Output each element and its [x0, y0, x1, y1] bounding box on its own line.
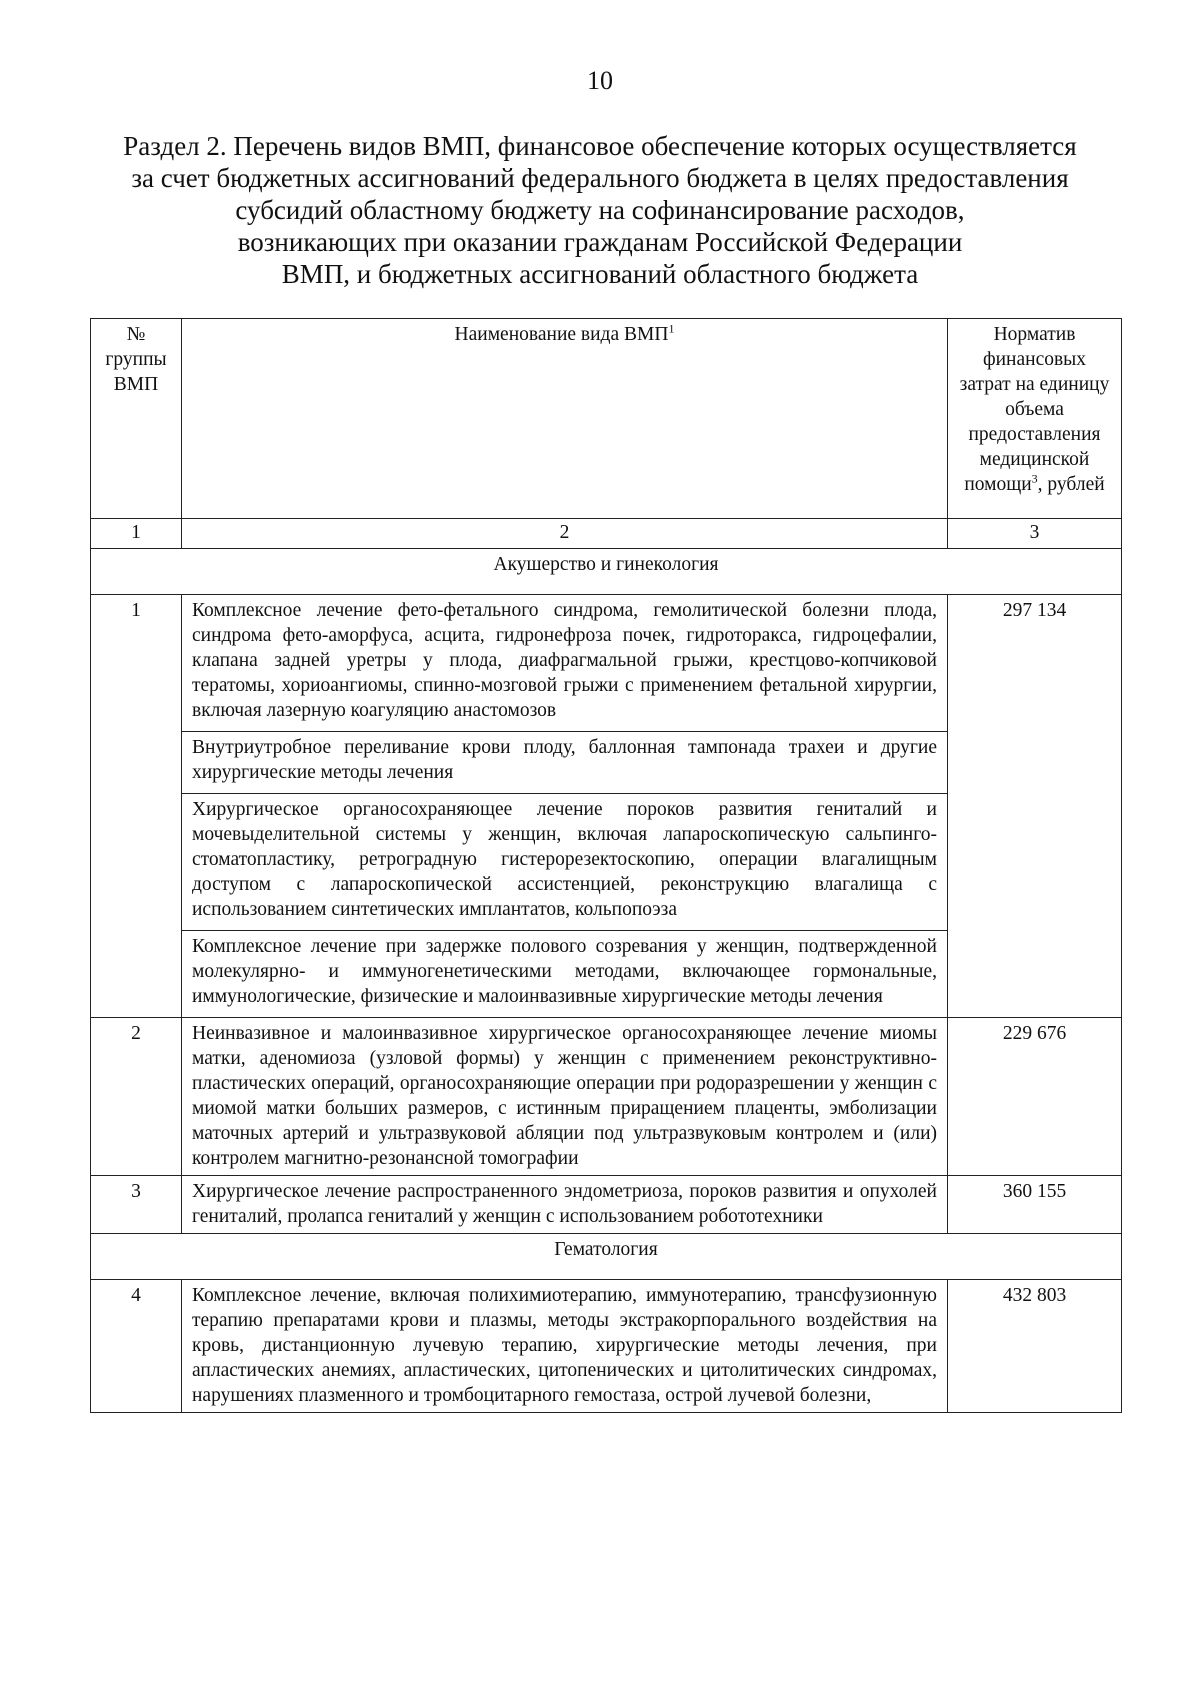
category-hematology: Гематология: [91, 1234, 1122, 1280]
footnote-mark: 3: [1031, 471, 1038, 486]
category-row: [91, 1234, 1122, 1280]
vmp-table: [90, 318, 1122, 1413]
header-group-number: № группы ВМП: [91, 319, 182, 519]
vmp-description: Хирургическое лечение распространенного эндометриоза, пороков развития и опухолей гениталий, пролапса гениталий у женщин с использованием робототехники: [182, 1176, 948, 1234]
group-number: 2: [91, 1018, 182, 1176]
vmp-description: Комплексное лечение, включая полихимиотерапию, иммунотерапию, трансфузионную терапию препаратами крови и плазмы, методы экстракорпорального воздействия на кровь, дистанционную лучевую терапию, хирургические методы лечения, при апластических анемиях, апластических, цитопенических и цитолитических синдромах, нарушениях плазменного и тромбоцитарного гемостаза, острой лучевой болезни,: [182, 1280, 948, 1413]
group-number: 4: [91, 1280, 182, 1413]
table-header-row: [91, 319, 1122, 519]
footnote-mark: 1: [668, 321, 675, 336]
category-row: [91, 549, 1122, 595]
table-row: [91, 1018, 1122, 1176]
table-row: [91, 1280, 1122, 1413]
table-row: [91, 595, 1122, 1018]
section-title-line: ВМП, и бюджетных ассигнований областного бюджета: [281, 259, 919, 289]
column-number-row: [91, 519, 1122, 549]
table-row: [91, 1176, 1122, 1234]
section-title-line: субсидий областному бюджету на софинансирование расходов,: [235, 195, 965, 225]
header-cost-norm: [948, 319, 1122, 519]
vmp-subitem: Комплексное лечение при задержке полового созревания у женщин, подтвержденной молекулярно- и иммуногенетическими методами, включающее гормональные, иммунологические, физические и малоинвазивные хирургические методы лечения: [182, 930, 947, 1017]
vmp-description: [182, 595, 948, 1018]
column-number: 3: [948, 519, 1122, 549]
cost-norm: 297 134: [948, 595, 1122, 1018]
vmp-subitem: Внутриутробное переливание крови плоду, баллонная тампонада трахеи и другие хирургические методы лечения: [182, 731, 947, 793]
column-number: 2: [182, 519, 948, 549]
section-title-line: возникающих при оказании гражданам Российской Федерации: [237, 227, 963, 257]
cost-norm: 229 676: [948, 1018, 1122, 1176]
group-number: 1: [91, 595, 182, 1018]
header-cost-norm-unit: , рублей: [1037, 474, 1105, 495]
cost-norm: 432 803: [948, 1280, 1122, 1413]
page-number: 10: [587, 66, 613, 95]
group-number: 3: [91, 1176, 182, 1234]
section-title-line: Раздел 2. Перечень видов ВМП, финансовое обеспечение которых осуществляется: [123, 131, 1077, 161]
category-obstetrics-gynecology: Акушерство и гинекология: [91, 549, 1122, 595]
header-vmp-name-text: Наименование вида ВМП: [454, 324, 669, 345]
column-number: 1: [91, 519, 182, 549]
vmp-subitem: Хирургическое органосохраняющее лечение пороков развития гениталий и мочевыделительной системы у женщин, включая лапароскопическую сальпинго-стоматопластику, ретроградную гистерорезектоскопию, операции влагалищным доступом с лапароскопической ассистенцией, реконструкцию влагалища с использованием синтетических имплантатов, кольпопоэза: [182, 793, 947, 930]
vmp-description: Неинвазивное и малоинвазивное хирургическое органосохраняющее лечение миомы матки, аденомиоза (узловой формы) у женщин с применением реконструктивно-пластических операций, органосохраняющие операции при родоразрешении у женщин с миомой матки больших размеров, с истинным приращением плаценты, эмболизации маточных артерий и ультразвуковой абляции под ультразвуковым контролем и (или) контролем магнитно-резонансной томографии: [182, 1018, 948, 1176]
vmp-subitem: Комплексное лечение фето-фетального синдрома, гемолитической болезни плода, синдрома фето-аморфуса, асцита, гидронефроза почек, гидроторакса, гидроцефалии, клапана задней уретры у плода, диафрагмальной грыжи, крестцово-копчиковой тератомы, хориоангиомы, спинно-мозговой грыжи с применением фетальной хирургии, включая лазерную коагуляцию анастомозов: [192, 600, 937, 721]
section-title: [90, 130, 1110, 290]
cost-norm: 360 155: [948, 1176, 1122, 1234]
header-cost-norm-text: Норматив финансовых затрат на единицу объема предоставления медицинской помощи: [959, 324, 1110, 495]
section-title-line: за счет бюджетных ассигнований федерального бюджета в целях предоставления: [131, 163, 1069, 193]
header-vmp-name: [182, 319, 948, 519]
